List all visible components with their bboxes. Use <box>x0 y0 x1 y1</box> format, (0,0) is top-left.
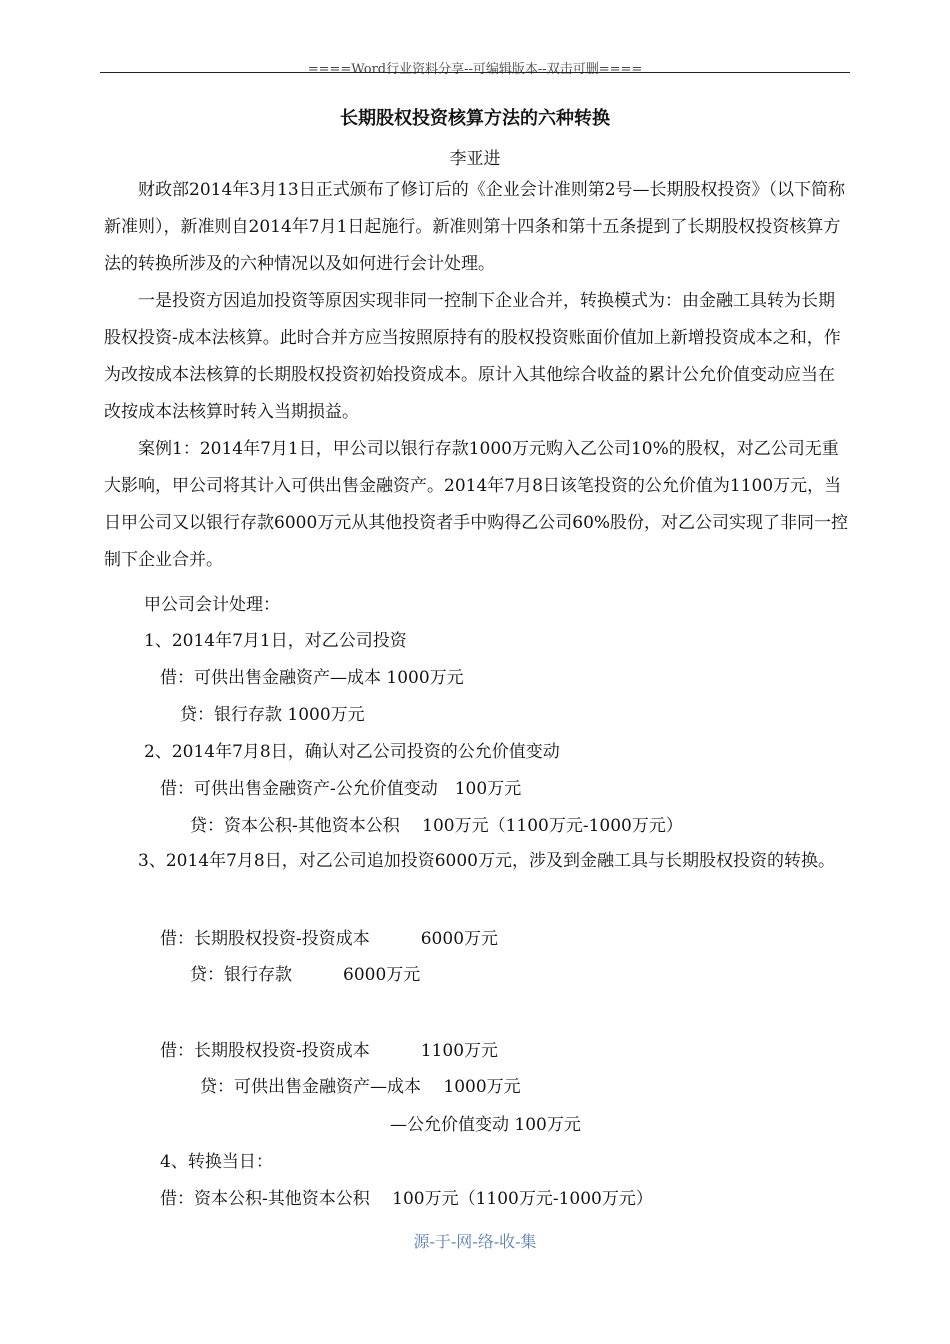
treatment-heading: 甲公司会计处理： <box>144 595 280 615</box>
step-3-credit-a: 贷：银行存款 6000万元 <box>190 965 421 985</box>
step-1-credit: 贷：银行存款 1000万元 <box>180 705 365 725</box>
step-2-credit: 贷：资本公积-其他资本公积 100万元（1100万元-1000万元） <box>190 816 683 836</box>
header-rule <box>100 72 850 73</box>
step-2: 2、2014年7月8日，确认对乙公司投资的公允价值变动 <box>144 742 560 762</box>
case-type-1-paragraph: 一是投资方因追加投资等原因实现非同一控制下企业合并，转换模式为：由金融工具转为长期股权投资-成本法核算。此时合并方应当按照原持有的股权投资账面价值加上新增投资成本之和，作为改按成本法核算的长期股权投资初始投资成本。原计入其他综合收益的累计公允价值变动应当在改按成本法核算时转入当期损益。 <box>104 291 841 422</box>
page-footer: 源-于-网-络-收-集 <box>413 1232 537 1251</box>
step-3-debit-b: 借：长期股权投资-投资成本 1100万元 <box>160 1041 499 1061</box>
step-2-debit: 借：可供出售金融资产-公允价值变动 100万元 <box>160 779 522 799</box>
step-3-debit-a: 借：长期股权投资-投资成本 6000万元 <box>160 929 499 949</box>
step-1: 1、2014年7月1日，对乙公司投资 <box>144 631 407 651</box>
step-3-credit-b1: 贷：可供出售金融资产—成本 1000万元 <box>200 1077 521 1097</box>
document-title: 长期股权投资核算方法的六种转换 <box>340 108 610 129</box>
step-3-credit-b2: —公允价值变动 100万元 <box>390 1115 581 1135</box>
intro-paragraph: 财政部2014年3月13日正式颁布了修订后的《企业会计准则第2号—长期股权投资》（以下简称新准则），新准则自2014年7月1日起施行。新准则第十四条和第十五条提到了长期股权投资核算方法的转换所涉及的六种情况以及如何进行会计处理。 <box>104 180 846 274</box>
author: 李亚进 <box>449 149 501 169</box>
step-4-debit: 借：资本公积-其他资本公积 100万元（1100万元-1000万元） <box>160 1189 653 1209</box>
page-header: ====Word行业资料分享--可编辑版本--双击可删==== <box>307 62 643 77</box>
step-4: 4、转换当日： <box>160 1152 273 1172</box>
case-1-paragraph: 案例1：2014年7月1日，甲公司以银行存款1000万元购入乙公司10%的股权，对乙公司无重大影响，甲公司将其计入可供出售金融资产。2014年7月8日该笔投资的公允价值为1100万元，当日甲公司又以银行存款6000万元从其他投资者手中购得乙公司60%股份，对乙公司实现了非同一控制下企业合并。 <box>104 439 849 570</box>
step-1-debit: 借：可供出售金融资产—成本 1000万元 <box>160 668 464 688</box>
step-3: 3、2014年7月8日，对乙公司追加投资6000万元，涉及到金融工具与长期股权投资的转换。 <box>104 851 835 871</box>
